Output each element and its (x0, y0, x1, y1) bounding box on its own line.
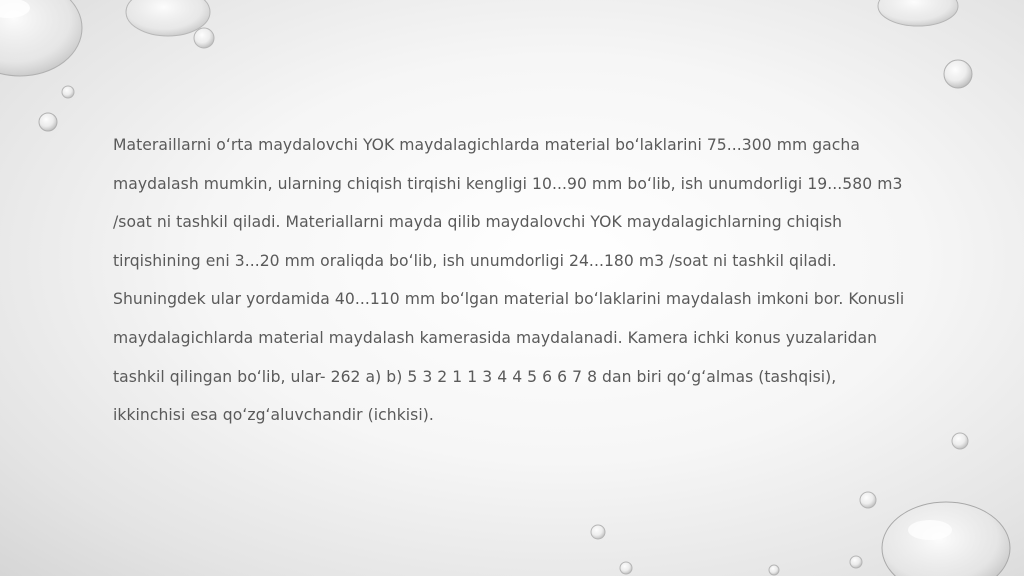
water-drop (194, 28, 214, 48)
water-drop (878, 0, 958, 26)
water-drop-highlight (908, 520, 952, 540)
water-drop (944, 60, 972, 88)
water-drop (952, 433, 968, 449)
water-drop (620, 562, 632, 574)
water-drop (769, 565, 779, 575)
water-drop (882, 502, 1010, 576)
water-drop (62, 86, 74, 98)
water-drop (39, 113, 57, 131)
water-drop (591, 525, 605, 539)
slide-body-text: Materaillarni oʻrta maydalovchi YOK maydalagichlarda material boʻlaklarini 75...300 mm gacha maydalash mumkin, ularning chiqish tirqishi kengligi 10...90 mm boʻlib, ish unumdorligi 19...580 m3 /soat ni tashkil qiladi. Materiallarni mayda qilib maydalovchi YOK maydalagichlarning chiqish tirqishining eni 3...20 mm oraliqda boʻlib, ish unumdorligi 24...180 m3 /soat ni tashkil qiladi. Shuningdek ular yordamida 40...110 mm boʻlgan material boʻlaklarini maydalash imkoni bor. Konusli maydalagichlarda material maydalash kamerasida maydalanadi. Kamera ichki konus yuzalaridan tashkil qilingan boʻlib, ular- 262 a) b) 5 3 2 1 1 3 4 4 5 6 6 7 8 dan biri qoʻgʻalmas (tashqisi), ikkinchisi esa qoʻzgʻaluvchandir (ichkisi). (113, 136, 905, 425)
water-drop (850, 556, 862, 568)
water-drop (860, 492, 876, 508)
